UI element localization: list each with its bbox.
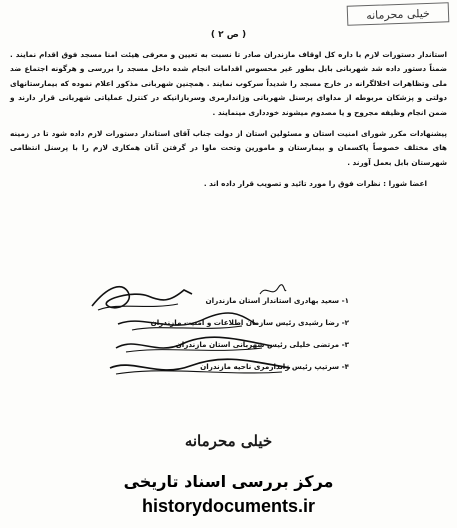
signature-scribble [106, 356, 296, 382]
watermark-title: مرکز بررسی اسناد تاریخی [123, 472, 334, 491]
page-number: ( ص ۲ ) [210, 30, 247, 40]
signature-scribble [258, 282, 288, 300]
signatory-line: ۱- سعید بهادری استاندار استان مازندران [205, 296, 349, 305]
paragraph: پیشنهادات مکرر شورای امنیت استان و مسئولین استان از دولت جناب آقای استاندار دستورات لازم داده شود تا در زمینه های مختلف خصوصاً پاکسمان و بیمارستان و مامورین وتحت ماوا در گرفتن آنان همکاری لازم را با پرسنل انتظامی شهرستان بابل بعمل آورند . [10, 129, 447, 167]
paragraph: اعضا شورا : نظرات فوق را مورد تائید و تصویب قرار داده اند . [203, 179, 427, 189]
signature-scribble [112, 310, 262, 336]
signature-scribble [88, 280, 198, 314]
signatures-block [0, 296, 457, 396]
watermark-url: historydocuments.ir [141, 496, 316, 516]
signature-scribble [112, 334, 282, 358]
classification-stamp: خیلی محرمانه [347, 2, 450, 26]
signatory-line: ۲- رضا رشیدی رئیس سازمان اطلاعات و امنیت مازندران [150, 318, 349, 327]
signatory-line: ۳- مرتضی خلیلی رئیس شهربانی استان مازندران [175, 340, 349, 349]
document-body [10, 48, 447, 199]
signatory-line: ۴- سرتیپ رئیس ژاندارمری ناحیه مازندران [200, 362, 349, 371]
classification-stamp-bottom: خیلی محرمانه [184, 432, 273, 450]
paragraph: استاندار دستورات لازم با داره کل اوقاف مازندران صادر تا نسبت به تعیین و معرفی هیئت امنا مسجد فوق اقدام نمایند . ضمناً دستور داده شد شهربانی بابل بطور غیر محسوس اقدامات انجام شده داخل مسجد را بررسی و هرگونه اجتماع ضد ملی وتظاهرات اخلالگرانه در خارج مسجد را شدیداً سرکوب نمایند . همچنین شهربانی مذکور اعلام نموده که بیمارستانهای دولتی و پزشکان مربوطه از مداوای پرسنل شهربانی وژاندارمری وسربازانیکه در کنترل عملیاتی شهربانی قرار دارند و ضمن انجام وظیفه مجروح و یا مصدوم میشوند خودداری مینمایند . [10, 50, 447, 117]
